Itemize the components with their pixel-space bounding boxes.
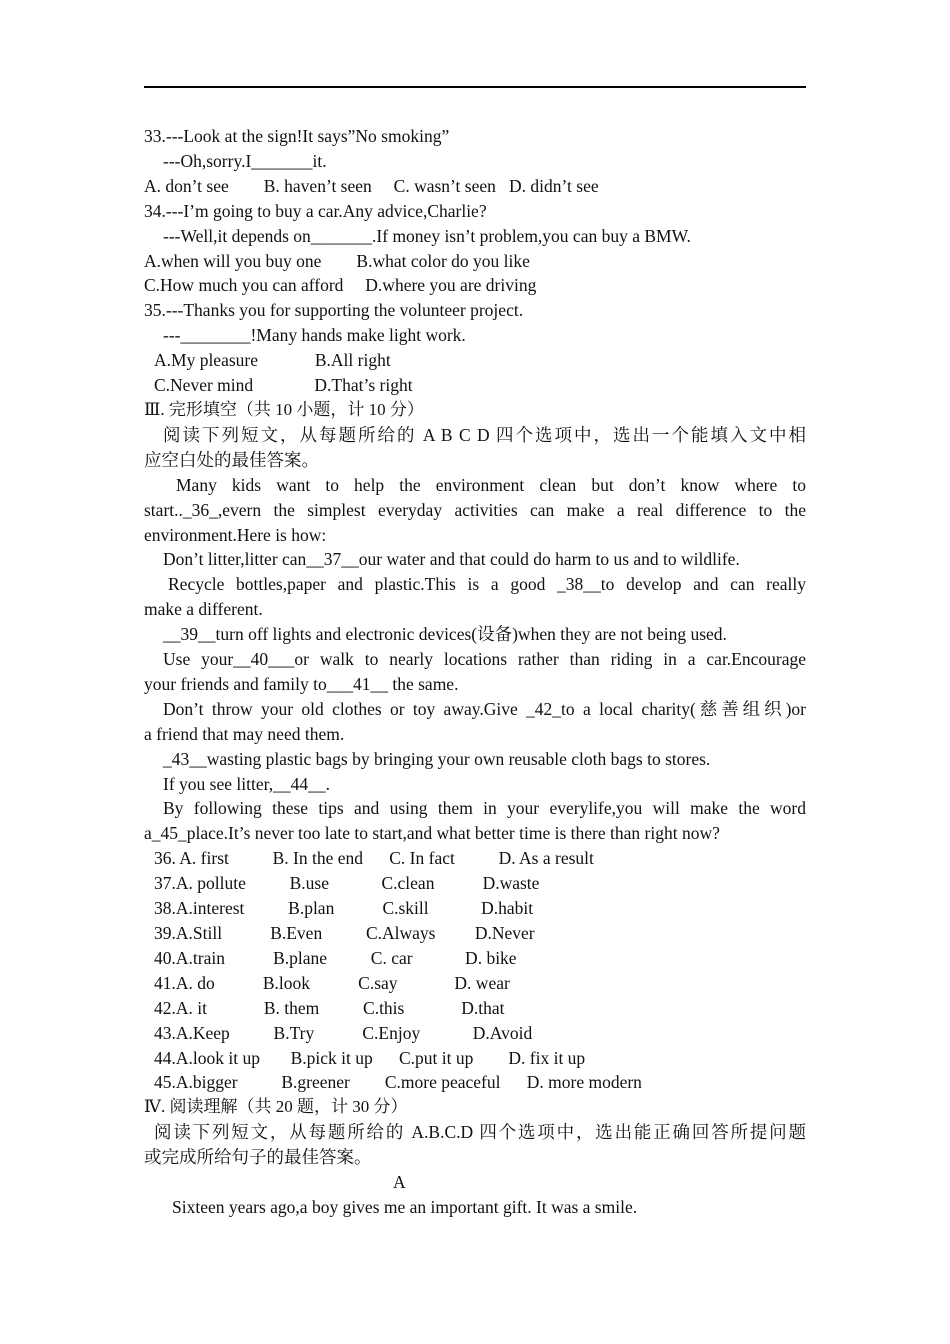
passage-line: If you see litter,__44__.	[163, 773, 330, 794]
passage-line: Use your__40___or walk to nearly locations rather than riding in a car.Encourage	[163, 649, 806, 670]
question-34-options-1: A.when will you buy one B.what color do you like	[144, 250, 530, 271]
section-3-heading: Ⅲ. 完形填空（共 10 小题，计 10 分）	[144, 399, 424, 419]
question-35-options-2: C.Never mind D.That’s right	[154, 375, 413, 396]
question-33-options: A. don’t see B. haven’t seen C. wasn’t seen D. didn’t see	[144, 175, 599, 196]
question-33: 33.---Look at the sign!It says”No smoking”	[144, 126, 450, 146]
option-row-44: 44.A.look it up B.pick it up C.put it up D. fix it up	[154, 1047, 586, 1068]
option-row-38: 38.A.interest B.plan C.skill D.habit	[154, 898, 534, 919]
option-row-37: 37.A. pollute B.use C.clean D.waste	[154, 873, 540, 894]
passage-line: a friend that may need them.	[144, 723, 345, 744]
question-34-reply: ---Well,it depends on_______.If money isn’t problem,you can buy a BMW.	[163, 225, 691, 246]
passage-line: start.._36_,evern the simplest everyday activities can make a real difference to the	[144, 499, 806, 520]
section-4-instruction: 阅读下列短文，从每题所给的 A.B.C.D 四个选项中，选出能正确回答所提问题	[154, 1122, 806, 1143]
passage-line: By following these tips and using them in your everylife,you will make the word	[163, 798, 806, 819]
option-row-42: 42.A. it B. them C.this D.that	[154, 997, 505, 1018]
option-row-40: 40.A.train B.plane C. car D. bike	[154, 947, 517, 968]
section-3-instruction: 阅读下列短文，从每题所给的 A B C D 四个选项中，选出一个能填入文中相	[163, 424, 806, 445]
passage-line: a_45_place.It’s never too late to start,and what better time is there than right now?	[144, 823, 720, 844]
option-row-45: 45.A.bigger B.greener C.more peaceful D. more modern	[154, 1072, 642, 1093]
question-34: 34.---I’m going to buy a car.Any advice,Charlie?	[144, 200, 487, 221]
passage-line: Don’t throw your old clothes or toy away.Give _42_to a local charity(慈善组织)or	[163, 698, 806, 719]
passage-line: _43__wasting plastic bags by bringing your own reusable cloth bags to stores.	[163, 748, 711, 769]
passage-line: __39__turn off lights and electronic devices(设备)when they are not being used.	[163, 624, 727, 645]
question-33-reply: ---Oh,sorry.I_______it.	[163, 150, 327, 171]
option-row-41: 41.A. do B.look C.say D. wear	[154, 972, 510, 993]
option-row-39: 39.A.Still B.Even C.Always D.Never	[154, 923, 535, 943]
exam-page	[144, 124, 806, 1220]
option-row-43: 43.A.Keep B.Try C.Enjoy D.Avoid	[154, 1022, 533, 1043]
passage-line: make a different.	[144, 599, 263, 620]
passage-line: Recycle bottles,paper and plastic.This is a good _38__to develop and can really	[168, 574, 806, 595]
question-35-reply: ---________!Many hands make light work.	[163, 325, 466, 346]
passage-line: environment.Here is how:	[144, 524, 327, 545]
passage-a-first-line: Sixteen years ago,a boy gives me an important gift. It was a smile.	[172, 1196, 638, 1217]
header-rule	[144, 86, 806, 88]
question-35: 35.---Thanks you for supporting the volunteer project.	[144, 300, 524, 321]
passage-a-title: A	[393, 1172, 406, 1193]
option-row-36: 36. A. first B. In the end C. In fact D. As a result	[154, 848, 594, 869]
passage-line: your friends and family to___41__ the same.	[144, 673, 459, 694]
section-4-instruction-cont: 或完成所给句子的最佳答案。	[144, 1147, 372, 1168]
question-35-options-1: A.My pleasure B.All right	[154, 350, 391, 371]
section-3-instruction-cont: 应空白处的最佳答案。	[144, 449, 319, 470]
section-4-heading: Ⅳ. 阅读理解（共 20 题，计 30 分）	[144, 1097, 408, 1117]
passage-line: Don’t litter,litter can__37__our water and that could do harm to us and to wildlife.	[163, 549, 740, 570]
question-34-options-2: C.How much you can afford D.where you are driving	[144, 275, 537, 296]
passage-line: Many kids want to help the environment clean but don’t know where to	[176, 474, 806, 495]
